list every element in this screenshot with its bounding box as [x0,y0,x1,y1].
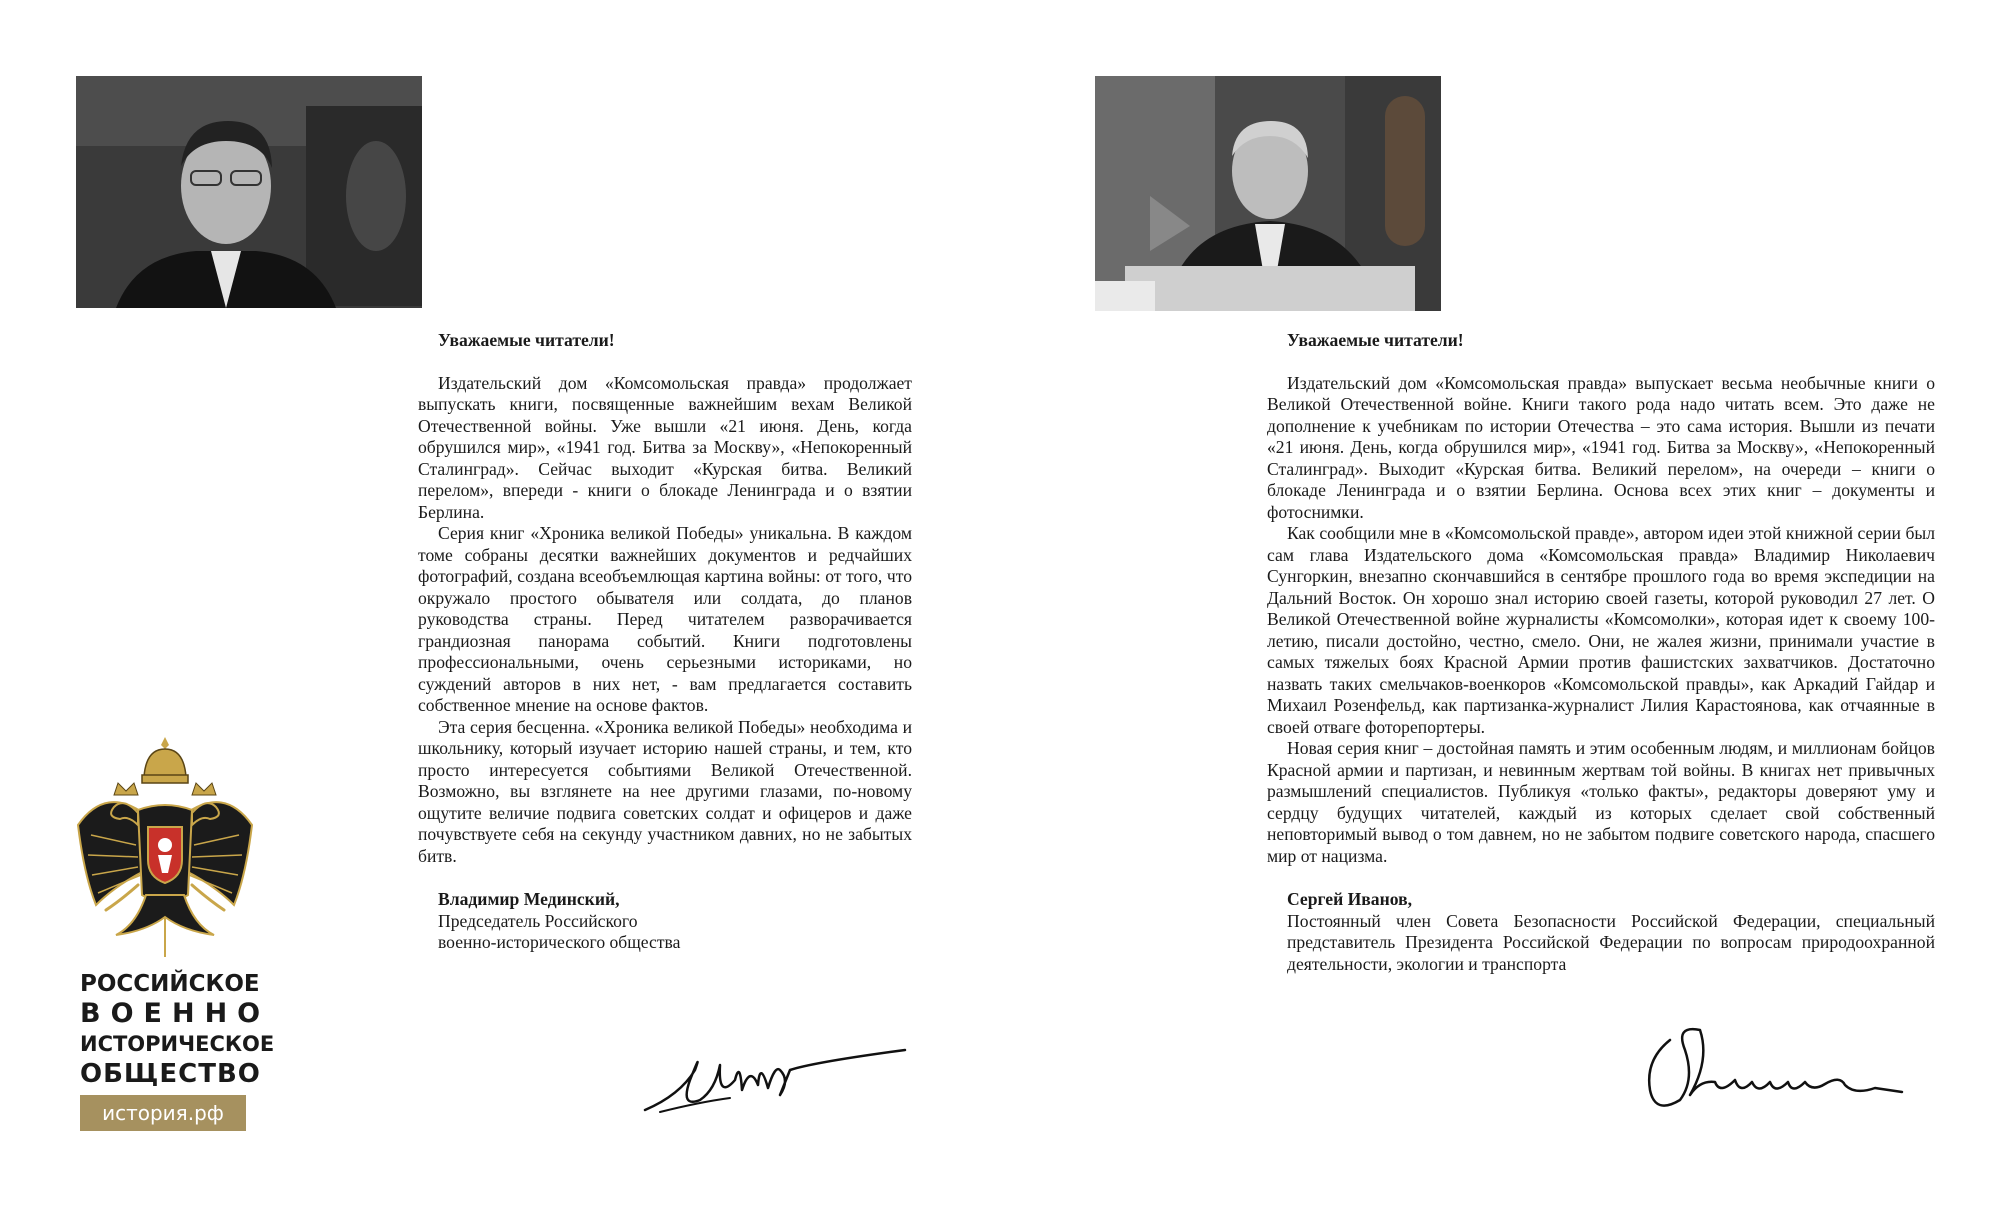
portrait-photo-left [76,76,422,308]
logo-text-line-3: ИСТОРИЧЕСКОЕ [80,1032,275,1056]
signature-block-left [418,889,912,954]
portrait-photo-right [1095,76,1441,311]
portrait-right-figure [1095,76,1441,311]
portrait-left-figure [76,76,422,308]
logo-text-line-2: ВОЕННО [80,998,271,1029]
letter-right-paragraph-3: Новая серия книг – достойная память и этим особенным людям, и миллионам бойцов Красной армии и партизан, и невинным жертвам той войны. В книгах нет привычных размышлений специалистов. Публикуя «только факты», редакторы доверяют уму и сердцу будущих читателей, каждый из которых сделает свой собственный неповторимый вывод о том давнем, но не забытом подвиге советского народа, спасшего мир от нацизма. [1267,738,1935,866]
signature-name-right: Сергей Иванов, [1287,889,1412,909]
letter-right [1267,330,1935,975]
letter-left [418,330,912,954]
letter-left-paragraph-3: Эта серия бесценна. «Хроника великой Победы» необходима и школьнику, который изучает историю нашей страны, и тем, кто просто интересуется событиями Великой Отечественной. Возможно, вы взглянете на нее другими глазами, по-новому ощутите величие подвига советских солдат и офицеров и даже почувствуете себя на секунду участником давних, но не забытых битв. [418,716,912,866]
society-logo [70,735,275,1131]
greeting-right: Уважаемые читатели! [1287,330,1464,350]
handwritten-signature-left [640,1040,910,1120]
logo-text-line-4: ОБЩЕСТВО [80,1059,261,1089]
logo-url-badge: история.рф [80,1095,246,1131]
double-headed-eagle-emblem [76,735,254,961]
greeting-left: Уважаемые читатели! [438,330,615,350]
letter-right-paragraph-1: Издательский дом «Комсомольская правда» выпускает весьма необычные книги о Великой Отечественной войне. Книги такого рода надо читать всем. Это даже не дополнение к учебникам по истории Отечества – это сама история. Вышли из печати «21 июня. День, когда обрушился мир», «1941 год. Битва за Москву», «Непокоренный Сталинград». Выходит «Курская битва. Великий перелом», на очереди – книги о блокаде Ленинграда и о взятии Берлина. Основа всех этих книг – документы и фотоснимки. [1267,372,1935,522]
signature-title-right: Постоянный член Совета Безопасности Российской Федерации, специальный представитель Президента Российской Федерации по вопросам природоохранной деятельности, экологии и транспорта [1287,910,1935,974]
letter-left-paragraph-1: Издательский дом «Комсомольская правда» продолжает выпускать книги, посвященные важнейшим вехам Великой Отечественной войны. Уже вышли «21 июня. День, когда обрушился мир», «1941 год. Битва за Москву», «Непокоренный Сталинград». Сейчас выходит «Курская битва. Великий перелом», впереди - книги о блокаде Ленинграда и о взятии Берлина. [418,372,912,522]
signature-title-left-line-1: Председатель Российского [438,910,638,931]
signature-name-left: Владимир Мединский, [438,889,620,909]
letter-right-paragraph-2: Как сообщили мне в «Комсомольской правде», автором идеи этой книжной серии был сам глава Издательского дома «Комсомольская правда» Владимир Николаевич Сунгоркин, внезапно скончавшийся в сентябре прошлого года во время экспедиции на Дальний Восток. Он хорошо знал историю своей газеты, которой руководил 27 лет. О Великой Отечественной войне журналисты «Комсомолки», которая идет к своему 100-летию, писали достойно, честно, смело. Они, не жалея жизни, принимали участие в самых тяжелых боях Красной Армии против фашистских захватчиков. Достаточно назвать таких смельчаков-военкоров «Комсомольской правды», как Аркадий Гайдар и Михаил Розенфельд, как партизанка-журналист Лилия Карастоянова, как отчаянные в своей отваге фоторепортеры. [1267,523,1935,737]
signature-block-right [1267,889,1935,975]
letter-left-paragraph-2: Серия книг «Хроника великой Победы» уникальна. В каждом томе собраны десятки важнейших документов и редчайших фотографий, создана всеобъемлющая картина войны: от того, что окружало простого обывателя или солдата, до планов руководства страны. Перед читателем разворачивается грандиозная панорама событий. Книги подготовлены профессиональными, очень серьезными историками, но суждений авторов в них нет, - вам предлагается составить собственное мнение на основе фактов. [418,523,912,715]
signature-title-left-line-2: военно-исторического общества [438,932,681,952]
logo-text-line-1: РОССИЙСКОЕ [80,971,260,997]
handwritten-signature-right [1640,1020,1910,1120]
